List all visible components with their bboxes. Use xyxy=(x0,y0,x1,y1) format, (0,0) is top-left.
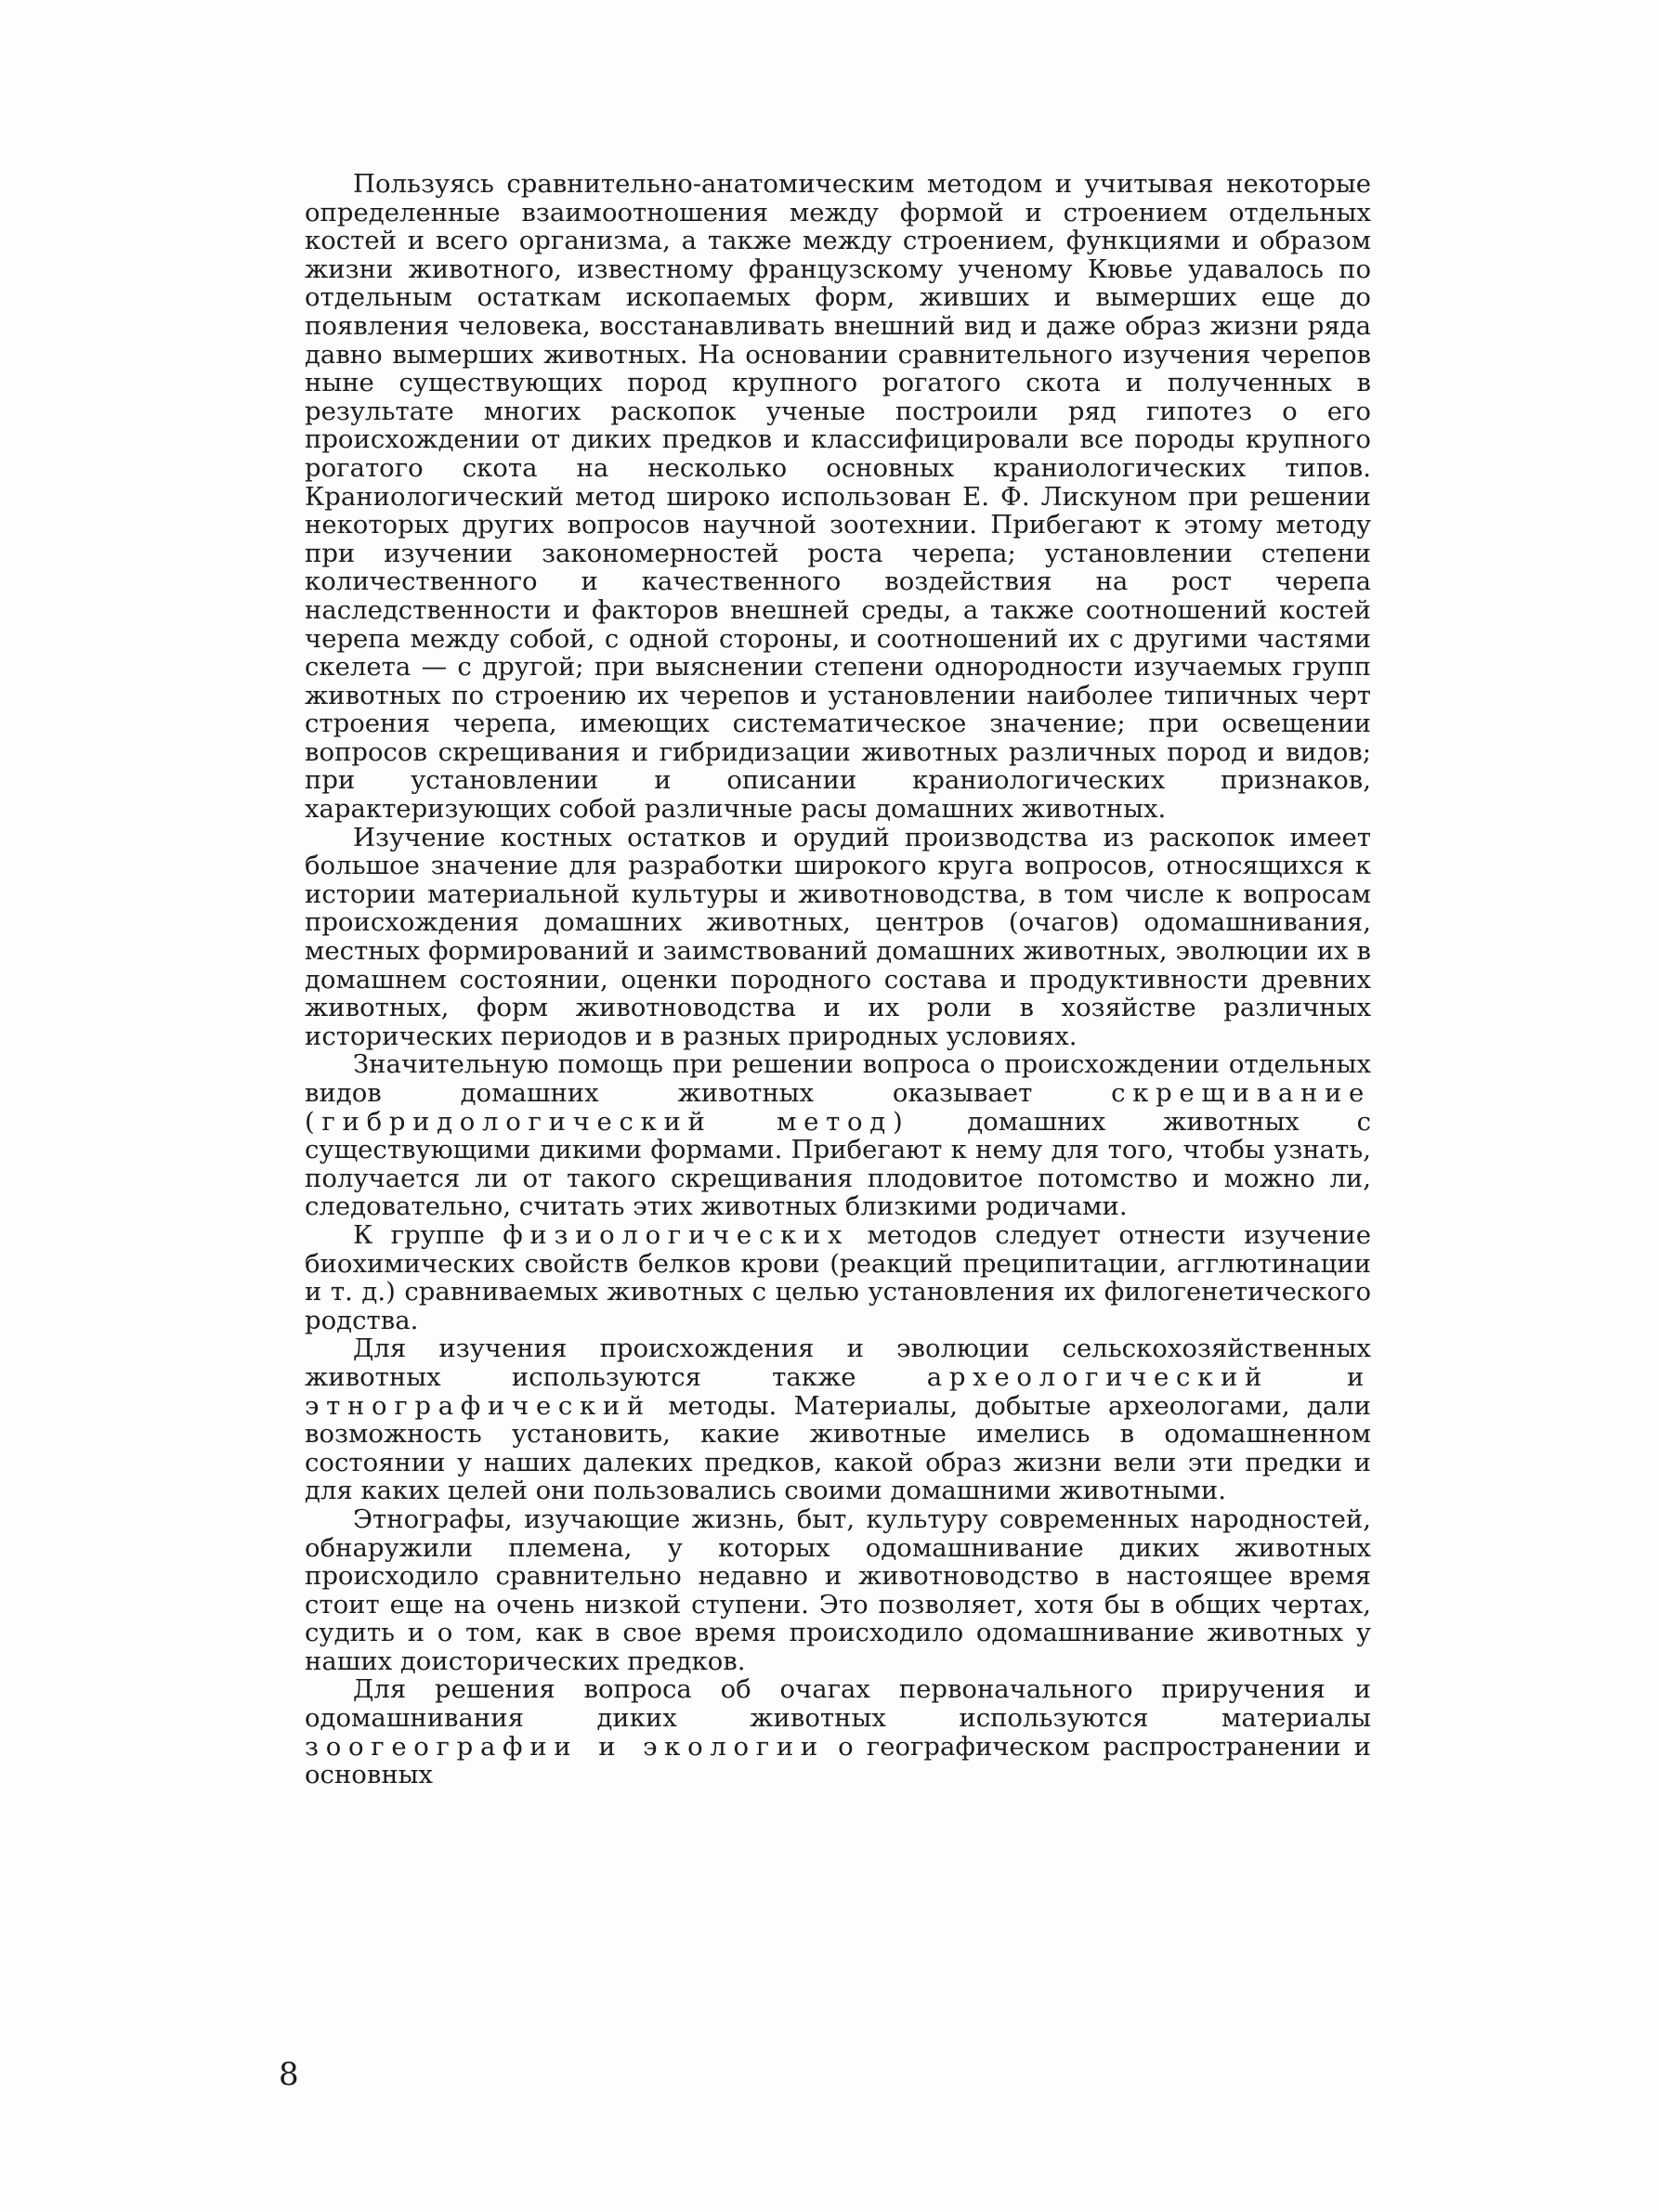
paragraph-physiological xyxy=(305,1221,1371,1334)
spaced-term: физиологических xyxy=(503,1219,850,1250)
spaced-term: скрещивание (гибридологический метод) xyxy=(305,1078,1371,1137)
text-run: Значительную помощь при решении вопроса о происхождении отдельных видов домашних животных оказывает xyxy=(305,1049,1371,1108)
paragraph-hybridization xyxy=(305,1050,1371,1221)
paragraph-comparative-anatomy xyxy=(305,170,1371,824)
paragraph-zoogeography xyxy=(305,1675,1371,1789)
spaced-term: археологический и этнографический xyxy=(305,1361,1371,1421)
text-run: Пользуясь сравнительно-анатомическим методом и учитывая некоторые определенные взаимоотношения между формой и строением отдельных костей и всего организма, а также между строением, функциями и образом жизни животного, известному французскому ученому Кювье удавалось по отдельным остаткам ископаемых форм, живших и вымерших еще до появления человека, восстанавливать внешний вид и даже образ жизни ряда давно вымерших животных. На основании сравнительного изучения черепов ныне существующих пород крупного рогатого скота и полученных в результате многих раскопок ученые построили ряд гипотез о его происхождении от диких предков и классифицировали все породы крупного рогатого скота на несколько основных краниологических типов. Краниологический метод широко использован Е. Ф. Лискуном при решении некоторых других вопросов научной зоотехнии. Прибегают к этому методу при изучении закономерностей роста черепа; установлении степени количественного и качественного воздействия на рост черепа наследственности и факторов внешней среды, а также соотношений костей черепа между собой, с одной стороны, и соотношений их с другими частями скелета — с другой; при выяснении степени однородности изучаемых групп животных по строению их черепов и установлении наиболее типичных черт строения черепа, имеющих систематическое значение; при освещении вопросов скрещивания и гибридизации животных различных пород и видов; при установлении и описании краниологических признаков, характеризующих собой различные расы домашних животных. xyxy=(305,169,1371,825)
text-run: домашних животных с существующими дикими формами. Прибегают к нему для того, чтобы узнать, получается ли от такого скрещивания плодовитое потомство и можно ли, следовательно, считать этих животных близкими родичами. xyxy=(305,1106,1371,1222)
text-run: о географическом распространении и основных xyxy=(305,1731,1372,1790)
text-run: Для изучения происхождения и эволюции сельскохозяйственных животных используются также xyxy=(305,1334,1371,1392)
paragraph-ethnographers xyxy=(305,1505,1371,1676)
page-number: 8 xyxy=(279,2056,299,2093)
text-run: Для решения вопроса об очагах первоначального приручения и одомашнивания диких животных используются материалы xyxy=(305,1674,1371,1734)
spaced-term: зоогеографии и экологии xyxy=(305,1731,825,1762)
body-text xyxy=(305,170,1371,1789)
text-run: методов следует отнести изучение биохимических свойств белков крови (реакций преципитации, агглютинации и т. д.) сравниваемых животных с целью установления их филогенетического родства. xyxy=(305,1219,1371,1335)
text-run: методы. Материалы, добытые археологами, дали возможность установить, какие животные имелись в одомашненном состоянии у наших далеких предков, какой образ жизни вели эти предки и для каких целей они пользовались своими домашними животными. xyxy=(305,1390,1371,1506)
paragraph-bone-remains xyxy=(305,824,1371,1051)
text-run: Изучение костных остатков и орудий производства из раскопок имеет большое значение для разработки широкого круга вопросов, относящихся к истории материальной культуры и животноводства, в том числе к вопросам происхождения домашних животных, центров (очагов) одомашнивания, местных формирований и заимствований домашних животных, эволюции их в домашнем состоянии, оценки породного состава и продуктивности древних животных, форм животноводства и их роли в хозяйстве различных исторических периодов и в разных природных условиях. xyxy=(305,822,1371,1051)
text-run: К группе xyxy=(353,1219,503,1250)
text-run: Этнографы, изучающие жизнь, быт, культуру современных народностей, обнаружили племена, у которых одомашнивание диких животных происходило сравнительно недавно и животноводство в настоящее время стоит еще на очень низкой ступени. Это позволяет, хотя бы в общих чертах, судить и о том, как в свое время происходило одомашнивание животных у наших доисторических предков. xyxy=(305,1503,1371,1676)
paragraph-archaeological xyxy=(305,1334,1371,1505)
